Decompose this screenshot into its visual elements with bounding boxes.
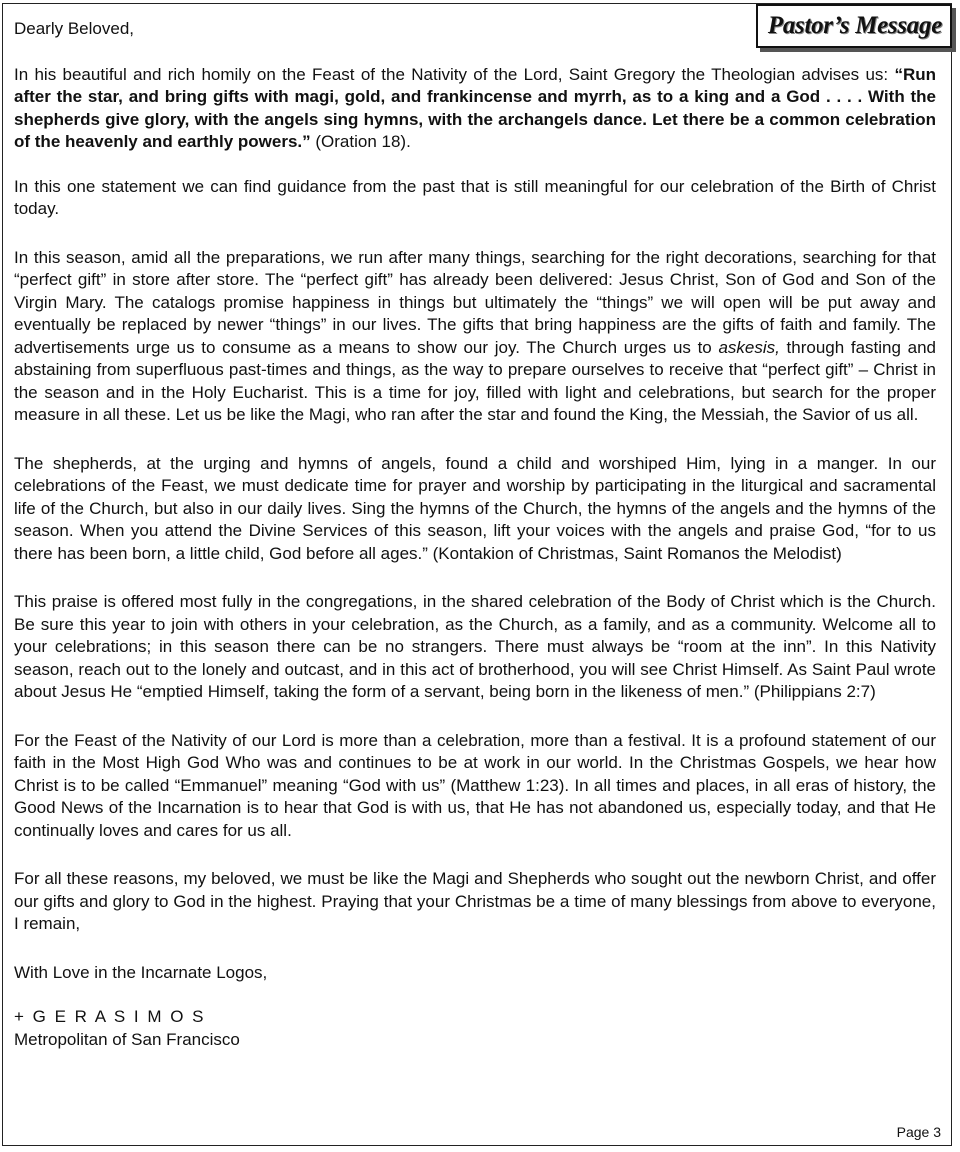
paragraph-reasons: For all these reasons, my beloved, we must be like the Magi and Shepherds who sought out the newborn Christ, and offer our gifts and glory to God in the highest. Praying that your Christmas be a time of many blessings from above to everyone, I remain,: [14, 869, 936, 933]
paragraph-season-part1: In this season, amid all the preparations, we run after many things, searching for the right decorations, searching for that “perfect gift” in store after store. The “perfect gift” has already been delivered: Jesus Christ, Son of God and Son of the Virgin Mary. The catalogs promise happiness in things but ultimately the “things” we will open will be put away and eventually be replaced by newer “things” in our lives. The gifts that bring happiness are the gifts of faith and family. The advertisements urge us to consume as a means to show our joy. The Church urges us to: [14, 247, 936, 357]
letter-body: [14, 18, 936, 1051]
paragraph-feast: For the Feast of the Nativity of our Lord is more than a celebration, more than a festival. It is a profound statement of our faith in the Most High God Who was and continues to be at work in our world. In the Christmas Gospels, we hear how Christ is to be called “Emmanuel” meaning “God with us” (Matthew 1:23). In all times and places, in all eras of history, the Good News of the Incarnation is to hear that God is with us, that He has not abandoned us, especially today, and that He continually loves and cares for us all.: [14, 730, 936, 840]
closing-line: With Love in the Incarnate Logos,: [14, 962, 268, 982]
askesis-term: askesis,: [718, 337, 780, 357]
section-title-badge: Pastor’s Message: [756, 4, 952, 48]
paragraph-season: [14, 247, 936, 427]
paragraph-intro: In his beautiful and rich homily on the Feast of the Nativity of the Lord, Saint Gregory the Theologian advises us:: [14, 64, 895, 84]
signature-name: + G E R A S I M O S: [14, 1007, 206, 1026]
quote-citation: (Oration 18).: [310, 132, 411, 151]
paragraph-homily-quote: [14, 64, 936, 154]
page-number: Page 3: [896, 1124, 941, 1140]
signature-title: Metropolitan of San Francisco: [14, 1029, 240, 1049]
salutation: Dearly Beloved,: [14, 19, 135, 38]
paragraph-season-part2: through fasting and abstaining from superfluous past-times and things, as the way to prepare ourselves to receive that “perfect gift” – Christ in the season and in the Holy Eucharist. This is a time for joy, filled with light and celebrations, but search for the proper measure in all these. Let us be like the Magi, who ran after the star and found the King, the Messiah, the Savior of us all.: [14, 337, 936, 424]
paragraph-guidance: In this one statement we can find guidance from the past that is still meaningful for our celebration of the Birth of Christ today.: [14, 176, 936, 218]
paragraph-praise: This praise is offered most fully in the congregations, in the shared celebration of the Body of Christ which is the Church. Be sure this year to join with others in your celebration, as the Church, as a family, and as a community. Welcome all to your celebrations; in this season there can be no strangers. There must always be “room at the inn”. In this Nativity season, reach out to the lonely and outcast, and in this act of brotherhood, you will see Christ Himself. As Saint Paul wrote about Jesus He “emptied Himself, taking the form of a servant, being born in the likeness of men.” (Philippians 2:7): [14, 592, 936, 701]
paragraph-shepherds: The shepherds, at the urging and hymns of angels, found a child and worshiped Him, lying in a manger. In our celebrations of the Feast, we must dedicate time for prayer and worship by participating in the liturgical and sacramental life of the Church, but also in our daily lives. Sing the hymns of the Church, the hymns of the angels and the hymns of the season. When you attend the Divine Services of this season, lift your voices with the angels and praise God, “for to us there has been born, a little child, God before all ages.” (Kontakion of Christmas, Saint Romanos the Melodist): [14, 453, 936, 563]
gregory-quote: “Run after the star, and bring gifts with magi, gold, and frankincense and myrrh, as to a king and a God . . . . With the shepherds give glory, with the angels sing hymns, with the archangels dance. Let there be a common celebration of the heavenly and earthly powers.”: [14, 64, 936, 151]
